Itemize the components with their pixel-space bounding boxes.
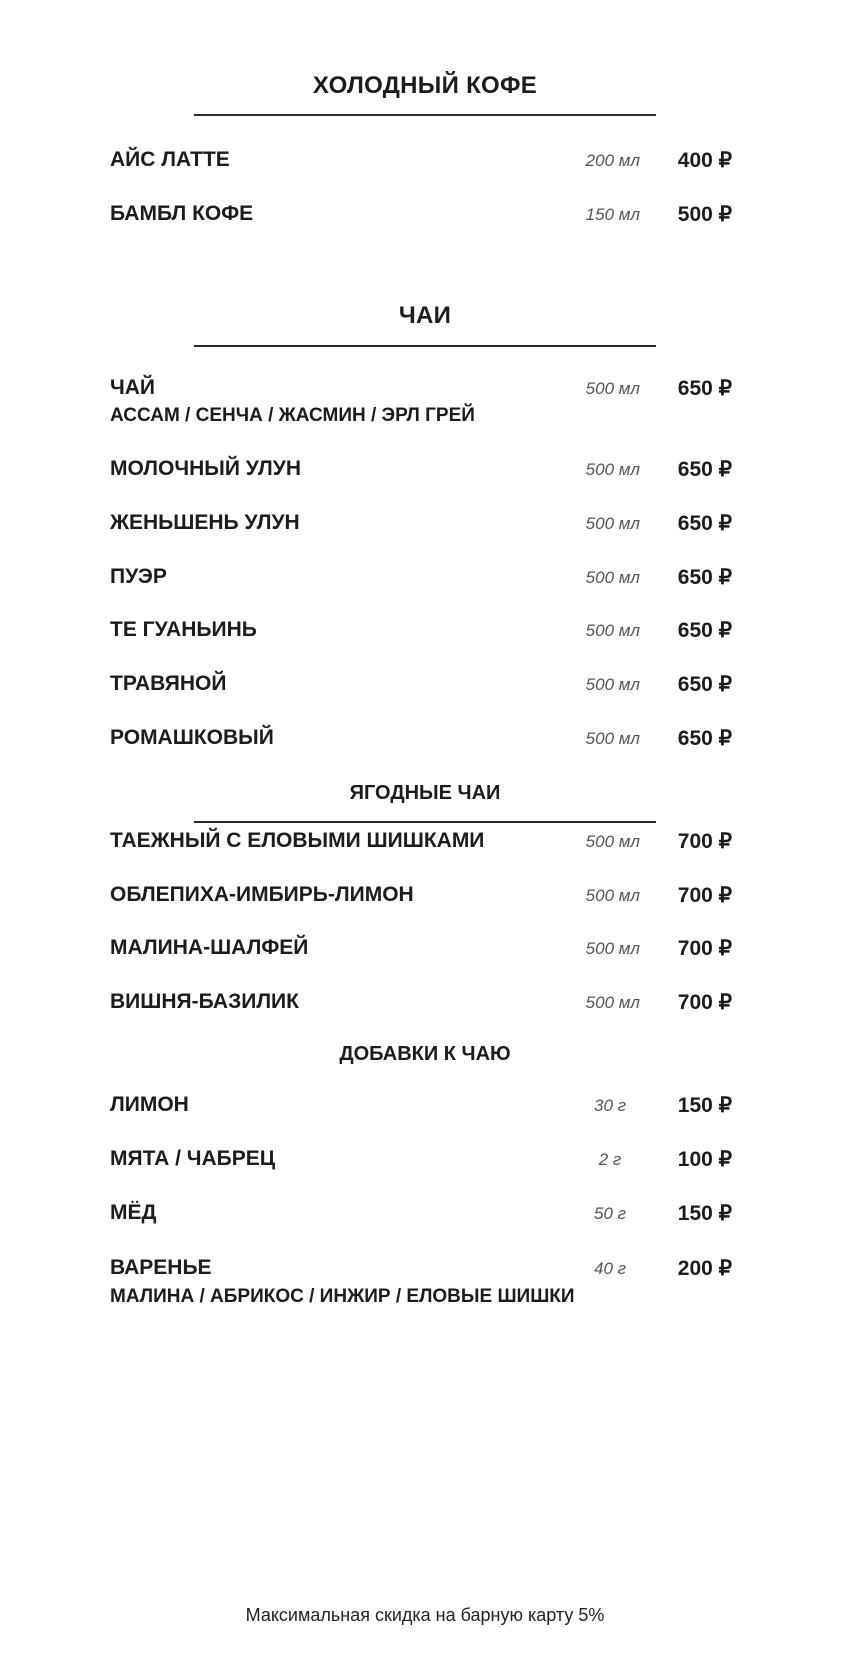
item-name: ТАЕЖНЫЙ С ЕЛОВЫМИ ШИШКАМИ	[110, 829, 485, 852]
item-volume: 150 мл	[585, 205, 640, 224]
item-price: 650 ₽	[677, 566, 732, 589]
item-name: МАЛИНА-ШАЛФЕЙ	[110, 936, 309, 959]
item-weight: 50 г	[593, 1204, 627, 1223]
item-volume: 500 мл	[585, 729, 640, 748]
section-title-cold-coffee: ХОЛОДНЫЙ КОФЕ	[312, 72, 538, 99]
item-price: 650 ₽	[677, 458, 732, 481]
item-volume: 500 мл	[585, 886, 640, 905]
item-volume: 500 мл	[585, 675, 640, 694]
item-price: 650 ₽	[677, 377, 732, 400]
item-price: 650 ₽	[677, 512, 732, 535]
item-volume: 500 мл	[585, 621, 640, 640]
item-name: ОБЛЕПИХА-ИМБИРЬ-ЛИМОН	[110, 883, 414, 906]
item-name: МОЛОЧНЫЙ УЛУН	[110, 457, 302, 480]
footer-discount-note: Максимальная скидка на барную карту 5%	[245, 1605, 605, 1625]
section-title-teas: ЧАИ	[398, 302, 452, 329]
item-price: 150 ₽	[677, 1202, 732, 1225]
item-price: 700 ₽	[677, 991, 732, 1014]
item-weight: 30 г	[593, 1096, 627, 1115]
subsection-title-berry-teas: ЯГОДНЫЕ ЧАИ	[349, 782, 501, 804]
item-name: ТРАВЯНОЙ	[110, 672, 227, 695]
item-price: 700 ₽	[677, 830, 732, 853]
item-weight: 2 г	[598, 1150, 622, 1169]
item-weight: 40 г	[593, 1259, 627, 1278]
item-name: ЧАЙ	[110, 376, 156, 399]
item-name: РОМАШКОВЫЙ	[110, 726, 274, 749]
item-volume: 200 мл	[585, 151, 640, 170]
item-volume: 500 мл	[585, 379, 640, 398]
item-price: 500 ₽	[677, 203, 732, 226]
section-divider	[194, 114, 656, 116]
section-divider	[194, 345, 656, 347]
item-volume: 500 мл	[585, 514, 640, 533]
item-volume: 500 мл	[585, 993, 640, 1012]
item-volume: 500 мл	[585, 568, 640, 587]
item-name: ВИШНЯ-БАЗИЛИК	[110, 990, 299, 1013]
item-name: ЛИМОН	[110, 1093, 189, 1116]
item-name: АЙС ЛАТТЕ	[110, 148, 230, 171]
section-divider	[194, 821, 656, 823]
item-name: МЯТА / ЧАБРЕЦ	[110, 1147, 276, 1170]
item-name: ЖЕНЬШЕНЬ УЛУН	[110, 511, 300, 534]
item-volume: 500 мл	[585, 832, 640, 851]
item-price: 700 ₽	[677, 884, 732, 907]
item-volume: 500 мл	[585, 939, 640, 958]
item-varieties: МАЛИНА / АБРИКОС / ИНЖИР / ЕЛОВЫЕ ШИШКИ	[110, 1286, 575, 1307]
item-name: МЁД	[110, 1201, 157, 1224]
item-name: ВАРЕНЬЕ	[110, 1256, 212, 1279]
subsection-title-additions: ДОБАВКИ К ЧАЮ	[339, 1043, 511, 1065]
item-name: БАМБЛ КОФЕ	[110, 202, 254, 225]
item-price: 650 ₽	[677, 673, 732, 696]
item-price: 400 ₽	[677, 149, 732, 172]
item-name: ТЕ ГУАНЬИНЬ	[110, 618, 257, 641]
item-name: ПУЭР	[110, 565, 167, 588]
item-price: 100 ₽	[677, 1148, 732, 1171]
item-varieties: АССАМ / СЕНЧА / ЖАСМИН / ЭРЛ ГРЕЙ	[110, 405, 475, 426]
item-volume: 500 мл	[585, 460, 640, 479]
item-price: 650 ₽	[677, 727, 732, 750]
item-price: 200 ₽	[677, 1257, 732, 1280]
item-price: 650 ₽	[677, 619, 732, 642]
item-price: 700 ₽	[677, 937, 732, 960]
item-price: 150 ₽	[677, 1094, 732, 1117]
